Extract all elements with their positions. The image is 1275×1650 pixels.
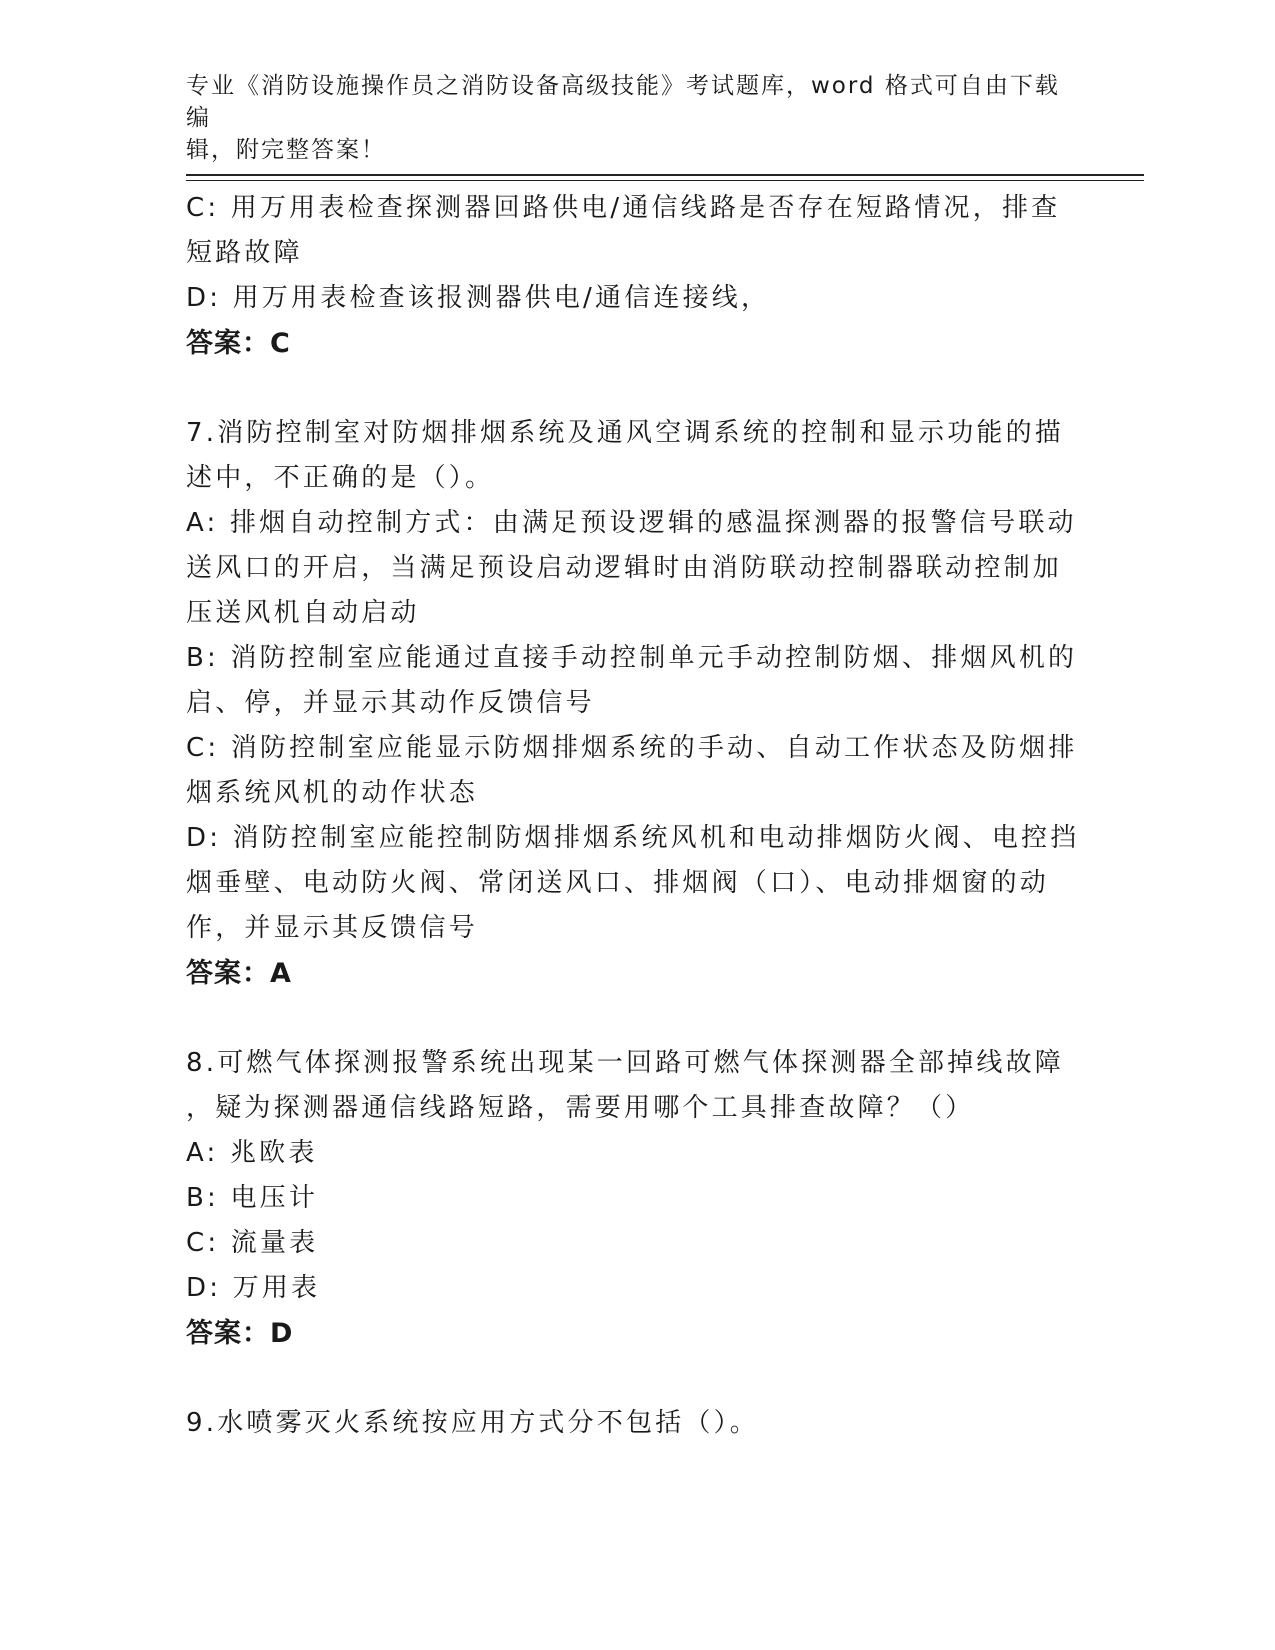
- question-6-tail: [186, 186, 1066, 366]
- option-a-line-3: 压送风机自动启动: [186, 598, 420, 628]
- option-c-line-1: C: 用万用表检查探测器回路供电/通信线路是否存在短路情况，排查: [186, 193, 1061, 223]
- option-d: D: 用万用表检查该报测器供电/通信连接线，: [186, 283, 771, 313]
- option-a: A: 兆欧表: [186, 1138, 318, 1168]
- option-b: B: 电压计: [186, 1183, 319, 1213]
- spacer: [186, 996, 1066, 1041]
- option-c-line-1: C: 消防控制室应能显示防烟排烟系统的手动、自动工作状态及防烟排: [186, 733, 1078, 763]
- option-d-line-2: 烟垂壁、电动防火阀、常闭送风口、排烟阀（口）、电动排烟窗的动: [186, 868, 1050, 898]
- option-c: C: 流量表: [186, 1228, 319, 1258]
- header-divider-thick: [186, 174, 1144, 176]
- question-7-stem-line-1: 7.消防控制室对防烟排烟系统及通风空调系统的控制和显示功能的描: [186, 418, 1065, 448]
- option-c-line-2: 烟系统风机的动作状态: [186, 778, 479, 808]
- option-a-line-1: A: 排烟自动控制方式：由满足预设逻辑的感温探测器的报警信号联动: [186, 508, 1077, 538]
- option-b-line-2: 启、停，并显示其动作反馈信号: [186, 688, 595, 718]
- option-d-line-3: 作，并显示其反馈信号: [186, 913, 479, 943]
- spacer: [186, 1356, 1066, 1401]
- question-7: [186, 411, 1080, 996]
- option-a-line-2: 送风口的开启，当满足预设启动逻辑时由消防联动控制器联动控制加: [186, 553, 1063, 583]
- question-8-stem-line-1: 8.可燃气体探测报警系统出现某一回路可燃气体探测器全部掉线故障: [186, 1048, 1065, 1078]
- option-d: D: 万用表: [186, 1273, 321, 1303]
- document-body: [186, 186, 1080, 1446]
- spacer: [186, 366, 1066, 411]
- question-7-stem-line-2: 述中，不正确的是（）。: [186, 463, 495, 493]
- header-line-2: 辑，附完整答案！: [186, 137, 386, 163]
- question-9-stem-line-1: 9.水喷雾灭火系统按应用方式分不包括（）。: [186, 1408, 760, 1438]
- option-b-line-1: B: 消防控制室应能通过直接手动控制单元手动控制防烟、排烟风机的: [186, 643, 1078, 673]
- question-8: [186, 1041, 1066, 1356]
- answer-7: 答案：A: [186, 958, 292, 989]
- question-9: [186, 1401, 1066, 1446]
- question-8-stem-line-2: ，疑为探测器通信线路短路，需要用哪个工具排查故障？（）: [186, 1093, 975, 1123]
- option-c-line-2: 短路故障: [186, 238, 303, 268]
- answer-8: 答案：D: [186, 1318, 294, 1349]
- option-d-line-1: D: 消防控制室应能控制防烟排烟系统风机和电动排烟防火阀、电控挡: [186, 823, 1080, 853]
- page-header: [186, 70, 1066, 166]
- header-line-1: 专业《消防设施操作员之消防设备高级技能》考试题库，word 格式可自由下载编: [186, 73, 1060, 131]
- header-divider-thin: [186, 180, 1144, 181]
- answer-6: 答案：C: [186, 328, 291, 359]
